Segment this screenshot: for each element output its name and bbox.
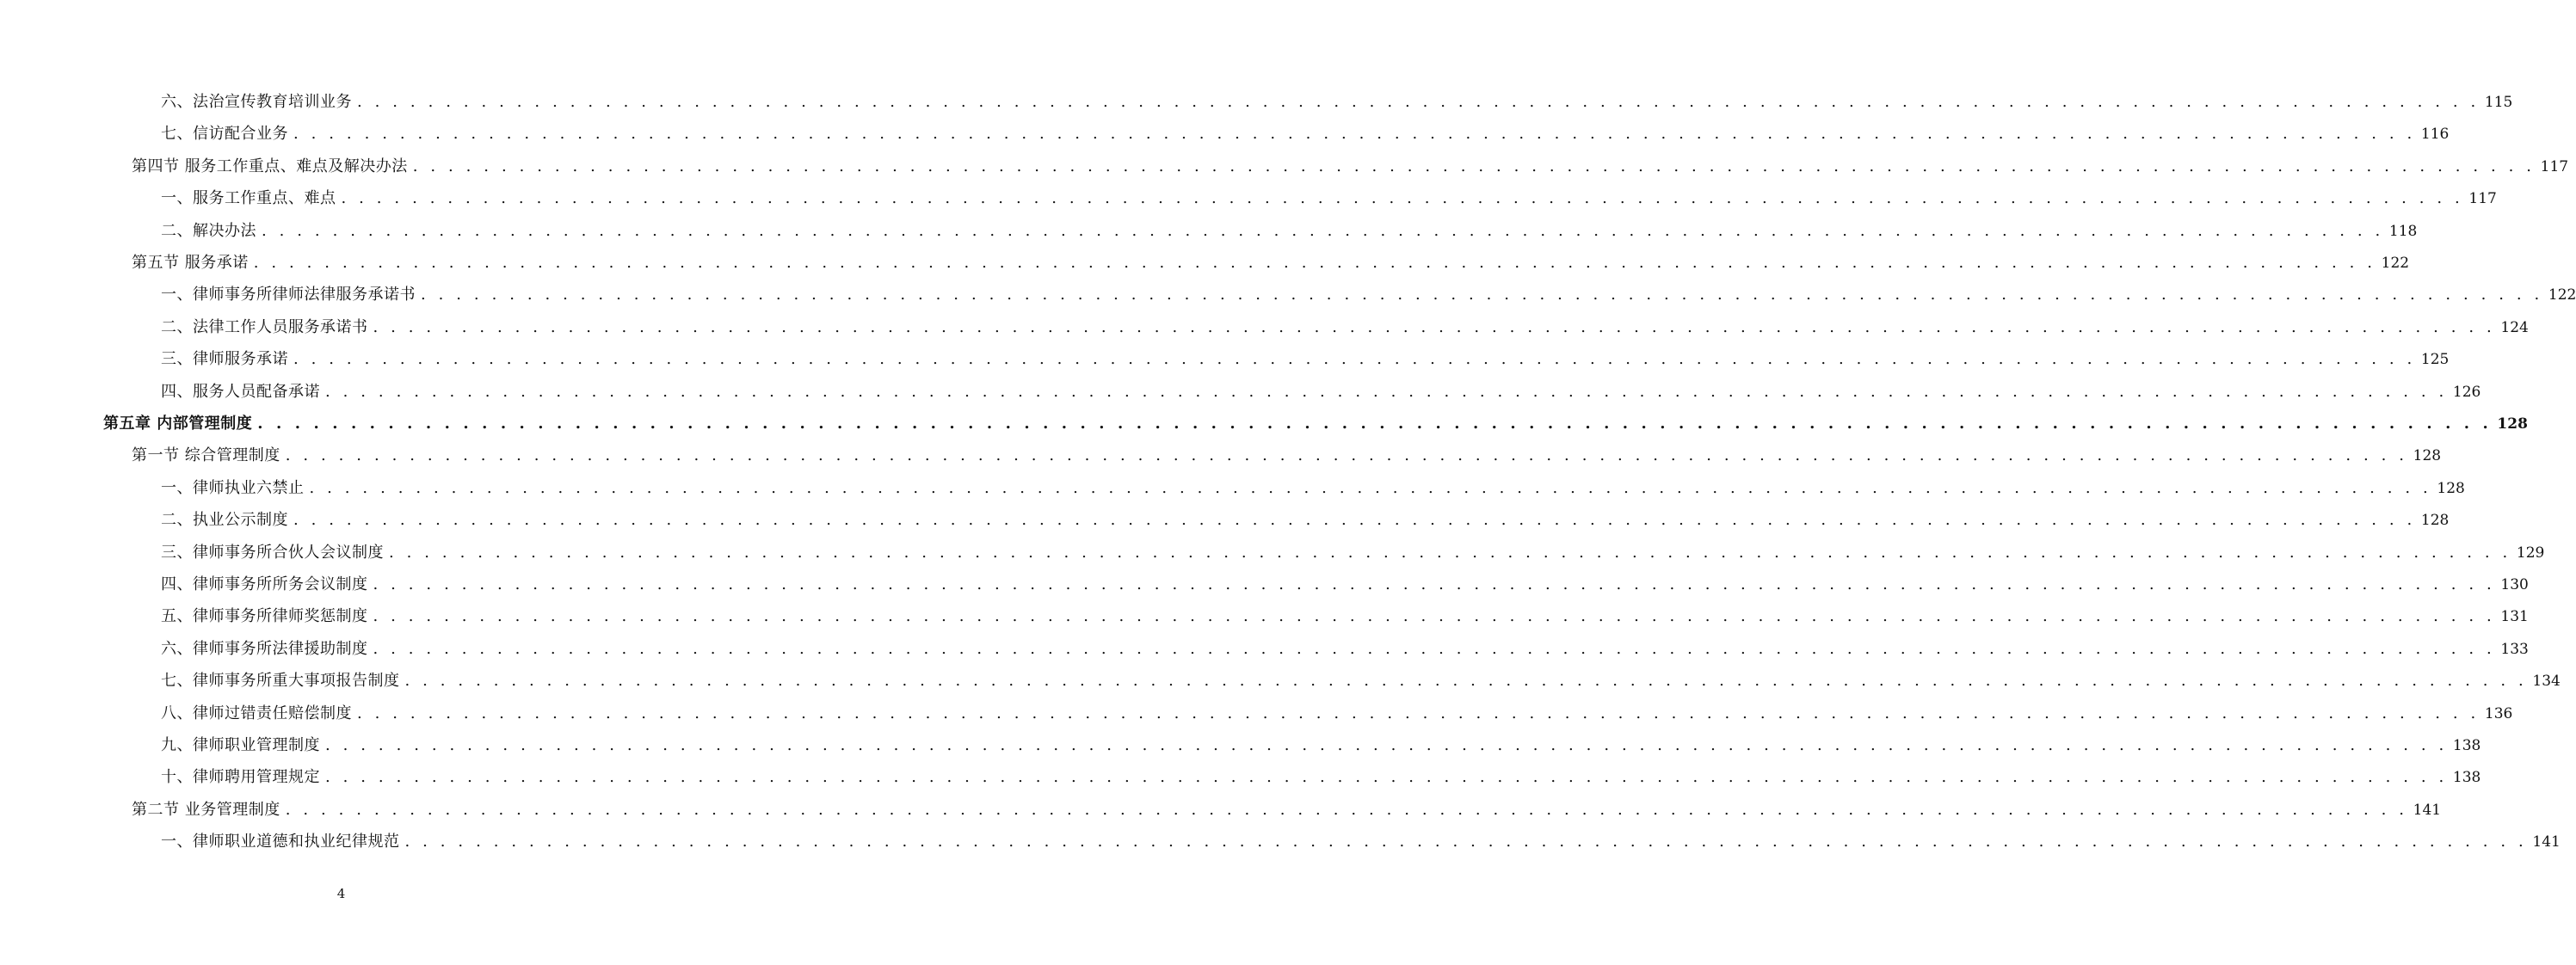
toc-entry-item[interactable]: [161, 311, 2529, 343]
page-number: 4: [336, 886, 346, 901]
toc-entry-item[interactable]: [161, 826, 2561, 857]
toc-dot-leader: . . . . . . . . . . . . . . . . . . . . . . . . . . . . . . . . . . . . . . . . . . . . . . . . . . . . . . . . . . . . . . . . . . . . . . . . . . . . . . . . . . . . . . . . . . . . . . . . . . . . . . . . . . . . . . . . . . . . . . . .: [404, 833, 2528, 851]
toc-dot-leader: . . . . . . . . . . . . . . . . . . . . . . . . . . . . . . . . . . . . . . . . . . . . . . . . . . . . . . . . . . . . . . . . . . . . . . . . . . . . . . . . . . . . . . . . . . . . . . . . . . . . . . . . . . . . . . . . . . . . . . . .: [309, 478, 2432, 497]
toc-entry-item[interactable]: [161, 279, 2576, 310]
toc-entry-item[interactable]: [161, 343, 2450, 375]
toc-entry-title: 二、法律工作人员服务承诺书: [161, 317, 368, 336]
toc-dot-leader: . . . . . . . . . . . . . . . . . . . . . . . . . . . . . . . . . . . . . . . . . . . . . . . . . . . . . . . . . . . . . . . . . . . . . . . . . . . . . . . . . . . . . . . . . . . . . . . . . . . . . . . . . . . . . . . . . . . . . . . .: [285, 800, 2408, 819]
toc-dot-leader: . . . . . . . . . . . . . . . . . . . . . . . . . . . . . . . . . . . . . . . . . . . . . . . . . . . . . . . . . . . . . . . . . . . . . . . . . . . . . . . . . . . . . . . . . . . . . . . . . . . . . . . . . . . . . . . . . . . . . . . .: [253, 254, 2376, 272]
toc-dot-leader: . . . . . . . . . . . . . . . . . . . . . . . . . . . . . . . . . . . . . . . . . . . . . . . . . . . . . . . . . . . . . . . . . . . . . . . . . . . . . . . . . . . . . . . . . . . . . . . . . . . . . . . . . . . . . . . . . . . . . . . .: [341, 189, 2464, 208]
toc-entry-page: 130: [2500, 576, 2529, 593]
toc-entry-page: 122: [2381, 255, 2410, 272]
toc-entry-page: 128: [2497, 415, 2528, 433]
toc-entry-title: 一、服务工作重点、难点: [161, 189, 336, 208]
toc-entry-title: 一、律师事务所律师法律服务承诺书: [161, 286, 416, 304]
toc-entry-section[interactable]: [132, 794, 2442, 826]
toc-entry-item[interactable]: [161, 376, 2481, 408]
toc-entry-page: 128: [2413, 447, 2442, 465]
toc-entry-title: 四、服务人员配备承诺: [161, 382, 320, 401]
toc-entry-chapter[interactable]: [103, 408, 2528, 439]
toc-entry-title: 第五章 内部管理制度: [103, 415, 253, 433]
toc-entry-title: 一、律师执业六禁止: [161, 478, 305, 497]
toc-entry-page: 136: [2484, 704, 2513, 722]
toc-entry-title: 三、律师服务承诺: [161, 350, 288, 369]
toc-entry-page: 131: [2500, 608, 2529, 626]
toc-entry-item[interactable]: [161, 569, 2529, 600]
toc-dot-leader: . . . . . . . . . . . . . . . . . . . . . . . . . . . . . . . . . . . . . . . . . . . . . . . . . . . . . . . . . . . . . . . . . . . . . . . . . . . . . . . . . . . . . . . . . . . . . . . . . . . . . . . . . . . . . . . . . . . . . . . .: [404, 672, 2528, 691]
toc-entry-page: 141: [2532, 833, 2561, 851]
toc-dot-leader: . . . . . . . . . . . . . . . . . . . . . . . . . . . . . . . . . . . . . . . . . . . . . . . . . . . . . . . . . . . . . . . . . . . . . . . . . . . . . . . . . . . . . . . . . . . . . . . . . . . . . . . . . . . . . . . . . . . . . . . .: [373, 575, 2496, 593]
toc-dot-leader: . . . . . . . . . . . . . . . . . . . . . . . . . . . . . . . . . . . . . . . . . . . . . . . . . . . . . . . . . . . . . . . . . . . . . . . . . . . . . . . . . . . . . . . . . . . . . . . . . . . . . . . . . . . . . . . . . . . . . . . .: [293, 511, 2416, 530]
toc-dot-leader: . . . . . . . . . . . . . . . . . . . . . . . . . . . . . . . . . . . . . . . . . . . . . . . . . . . . . . . . . . . . . . . . . . . . . . . . . . . . . . . . . . . . . . . . . . . . . . . . . . . . . . . . . . . . . . . . . . . . . . . .: [412, 157, 2536, 175]
toc-entry-title: 三、律师事务所合伙人会议制度: [161, 543, 384, 562]
toc-entry-title: 七、律师事务所重大事项报告制度: [161, 672, 400, 691]
toc-entry-page: 134: [2532, 673, 2561, 691]
toc-dot-leader: . . . . . . . . . . . . . . . . . . . . . . . . . . . . . . . . . . . . . . . . . . . . . . . . . . . . . . . . . . . . . . . . . . . . . . . . . . . . . . . . . . . . . . . . . . . . . . . . . . . . . . . . . . . . . . . . . . . . . . . .: [325, 736, 2448, 754]
toc-entry-page: 128: [2420, 512, 2450, 530]
toc-entry-page: 129: [2516, 544, 2545, 562]
toc-entry-page: 117: [2540, 157, 2569, 175]
toc-entry-page: 122: [2548, 286, 2576, 304]
toc-entry-item[interactable]: [161, 118, 2450, 150]
toc-dot-leader: . . . . . . . . . . . . . . . . . . . . . . . . . . . . . . . . . . . . . . . . . . . . . . . . . . . . . . . . . . . . . . . . . . . . . . . . . . . . . . . . . . . . . . . . . . . . . . . . . . . . . . . . . . . . . . . . . . . . . . . .: [293, 350, 2416, 369]
toc-dot-leader: . . . . . . . . . . . . . . . . . . . . . . . . . . . . . . . . . . . . . . . . . . . . . . . . . . . . . . . . . . . . . . . . . . . . . . . . . . . . . . . . . . . . . . . . . . . . . . . . . . . . . . . . . . . . . . . . . . . . . . . .: [373, 639, 2496, 658]
toc-entry-title: 一、律师职业道德和执业纪律规范: [161, 833, 400, 851]
toc-entry-page: 138: [2452, 737, 2481, 754]
toc-entry-title: 六、法治宣传教育培训业务: [161, 93, 352, 111]
toc-entry-item[interactable]: [161, 600, 2529, 632]
toc-dot-leader: . . . . . . . . . . . . . . . . . . . . . . . . . . . . . . . . . . . . . . . . . . . . . . . . . . . . . . . . . . . . . . . . . . . . . . . . . . . . . . . . . . . . . . . . . . . . . . . . . . . . . . . . . . . . . . . . . . . . . . . .: [325, 768, 2448, 787]
toc-entry-page: 138: [2452, 769, 2481, 787]
toc-entry-page: 133: [2500, 640, 2529, 658]
toc-entry-item[interactable]: [161, 504, 2450, 536]
toc-entry-title: 二、执业公示制度: [161, 511, 288, 530]
toc-entry-title: 四、律师事务所所务会议制度: [161, 575, 368, 593]
toc-entry-item[interactable]: [161, 182, 2497, 214]
toc-dot-leader: . . . . . . . . . . . . . . . . . . . . . . . . . . . . . . . . . . . . . . . . . . . . . . . . . . . . . . . . . . . . . . . . . . . . . . . . . . . . . . . . . . . . . . . . . . . . . . . . . . . . . . . . . . . . . . . . . . . . . . . .: [325, 382, 2448, 401]
toc-entry-title: 九、律师职业管理制度: [161, 736, 320, 754]
toc-dot-leader: . . . . . . . . . . . . . . . . . . . . . . . . . . . . . . . . . . . . . . . . . . . . . . . . . . . . . . . . . . . . . . . . . . . . . . . . . . . . . . . . . . . . . . . . . . . . . . . . . . . . . . . . . . . . . . . . . . . . . . . .: [421, 286, 2543, 304]
toc-entry-section[interactable]: [132, 439, 2442, 471]
toc-entry-title: 第五节 服务承诺: [132, 254, 249, 272]
toc-entry-page: 126: [2452, 383, 2481, 401]
toc-entry-item[interactable]: [161, 698, 2513, 729]
toc-dot-leader: . . . . . . . . . . . . . . . . . . . . . . . . . . . . . . . . . . . . . . . . . . . . . . . . . . . . . . . . . . . . . . . . . . . . . . . . . . . . . . . . . . . . . . . . . . . . . . . . . . . . . . . . . . . . . . . . . . . . . . . .: [389, 543, 2511, 562]
toc-dot-leader: . . . . . . . . . . . . . . . . . . . . . . . . . . . . . . . . . . . . . . . . . . . . . . . . . . . . . . . . . . . . . . . . . . . . . . . . . . . . . . . . . . . . . . . . . . . . . . . . . . . . . . . . . . . . . . . . . . . . . . . .: [373, 317, 2496, 336]
toc-dot-leader: . . . . . . . . . . . . . . . . . . . . . . . . . . . . . . . . . . . . . . . . . . . . . . . . . . . . . . . . . . . . . . . . . . . . . . . . . . . . . . . . . . . . . . . . . . . . . . . . . . . . . . . . . . . . . . . . . . . . . . . .: [357, 704, 2480, 722]
toc-entry-title: 六、律师事务所法律援助制度: [161, 639, 368, 658]
toc-entry-title: 七、信访配合业务: [161, 125, 288, 144]
toc-entry-item[interactable]: [161, 472, 2465, 504]
toc-entry-title: 十、律师聘用管理规定: [161, 768, 320, 787]
toc-entry-item[interactable]: [161, 537, 2545, 569]
toc-dot-leader: . . . . . . . . . . . . . . . . . . . . . . . . . . . . . . . . . . . . . . . . . . . . . . . . . . . . . . . . . . . . . . . . . . . . . . . . . . . . . . . . . . . . . . . . . . . . . . . . . . . . . . . . . . . . . . . . . . . . . . . .: [285, 446, 2408, 465]
toc-dot-leader: . . . . . . . . . . . . . . . . . . . . . . . . . . . . . . . . . . . . . . . . . . . . . . . . . . . . . . . . . . . . . . . . . . . . . . . . . . . . . . . . . . . . . . . . . . . . . . . . . . . . . . . . . . . . . . . . . . . . . . . .: [257, 415, 2493, 433]
toc-entry-title: 第二节 业务管理制度: [132, 800, 280, 819]
toc-entry-page: 115: [2484, 94, 2513, 111]
toc-entry-page: 124: [2500, 318, 2529, 336]
toc-entry-page: 116: [2420, 126, 2450, 144]
toc-entry-section[interactable]: [132, 247, 2410, 279]
toc-dot-leader: . . . . . . . . . . . . . . . . . . . . . . . . . . . . . . . . . . . . . . . . . . . . . . . . . . . . . . . . . . . . . . . . . . . . . . . . . . . . . . . . . . . . . . . . . . . . . . . . . . . . . . . . . . . . . . . . . . . . . . . .: [357, 93, 2480, 111]
toc-entry-page: 117: [2468, 190, 2497, 208]
toc-entry-title: 五、律师事务所律师奖惩制度: [161, 607, 368, 626]
toc-entry-item[interactable]: [161, 729, 2481, 761]
toc-entry-title: 八、律师过错责任赔偿制度: [161, 704, 352, 722]
toc-dot-leader: . . . . . . . . . . . . . . . . . . . . . . . . . . . . . . . . . . . . . . . . . . . . . . . . . . . . . . . . . . . . . . . . . . . . . . . . . . . . . . . . . . . . . . . . . . . . . . . . . . . . . . . . . . . . . . . . . . . . . . . .: [373, 607, 2496, 626]
toc-entry-item[interactable]: [161, 633, 2529, 665]
toc-entry-page: 141: [2413, 801, 2442, 819]
toc-entry-item[interactable]: [161, 86, 2513, 118]
toc-entry-item[interactable]: [161, 761, 2481, 793]
toc-entry-title: 第一节 综合管理制度: [132, 446, 280, 465]
toc-entry-item[interactable]: [161, 665, 2561, 697]
toc-dot-leader: . . . . . . . . . . . . . . . . . . . . . . . . . . . . . . . . . . . . . . . . . . . . . . . . . . . . . . . . . . . . . . . . . . . . . . . . . . . . . . . . . . . . . . . . . . . . . . . . . . . . . . . . . . . . . . . . . . . . . . . .: [293, 125, 2416, 144]
toc-entry-page: 125: [2420, 351, 2450, 369]
toc-entry-section[interactable]: [132, 151, 2569, 182]
toc-dot-leader: . . . . . . . . . . . . . . . . . . . . . . . . . . . . . . . . . . . . . . . . . . . . . . . . . . . . . . . . . . . . . . . . . . . . . . . . . . . . . . . . . . . . . . . . . . . . . . . . . . . . . . . . . . . . . . . . . . . . . . . .: [262, 221, 2384, 240]
toc-entry-item[interactable]: [161, 215, 2418, 247]
toc-entry-title: 第四节 服务工作重点、难点及解决办法: [132, 157, 408, 175]
toc-entry-page: 128: [2437, 479, 2465, 497]
toc-entry-title: 二、解决办法: [161, 221, 256, 240]
toc-entry-page: 118: [2388, 222, 2418, 240]
